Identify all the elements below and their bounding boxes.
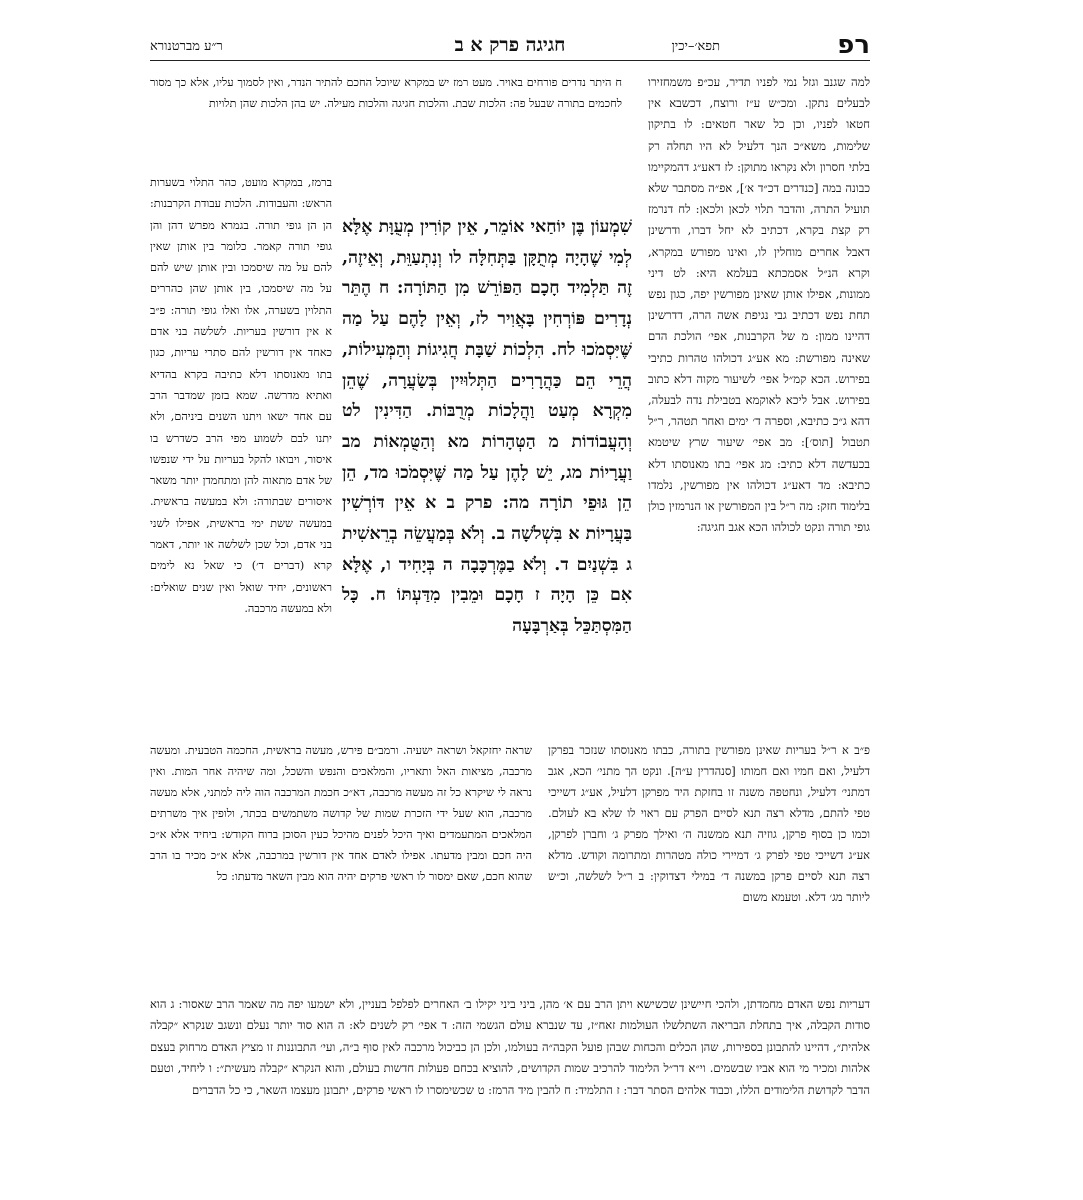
folio-number: רפ (837, 30, 870, 60)
bartenura-band (150, 740, 532, 996)
bartenura-column-text: ברמז, במקרא מועט, כהר התלוי בשערות הראש: והעבודות. הלכות עבודת הקרבנות: הן הן גופי תורה. בגמרא מפרש דהן והן גופי תורה קאמר. כלומר בין אותן שאין להם על מה שיסמכו ובין אותן שיש להם על מה שיסמכו, בין אותן שהן כהררים התלוין בשערה, אלו ואלו גופי תורה: פ״ב א אין דורשין בעריות. לשלשה בני אדם כאחד אין דורשין להם סתרי עריות, כגון בתו מאנוסתו דלא כתיבה בקרא בהדיא ואתיא מדרשה. שמא בזמן שמדבר הרב עם אחד ישאו ויתנו השנים ביניהם, ולא יתנו לבם לשמוע מפי הרב כשדרש בו איסור, ויבואו להקל בעריות על ידי שנפשו של אדם מתאוה להן ומתחמדן יותר משאר איסורים שבתורה: ולא במעשה בראשית. במעשה ששת ימי בראשית, אפילו לשני בני אדם, וכל שכן לשלשה או יותר, דאמר קרא (דברים ד׳) כי שאל נא לימים ראשונים, יחיד שואל ואין שנים שואלים: ולא במעשה מרכבה. (150, 176, 332, 615)
yachin-text: למה שגנב וגזל נמי לפניו תדיר, עכ״פ משמחזירו לבעלים נתקן. ומכ״ש ע״ז ורוצח, דכשבא אין חטאו לפניו, וכן כל שאר חטאים: לו בתיקון שלימות, משא״כ הנך דלעיל לא היו תחלה רק בלתי חסרון ולא נקראו מתוקן: לז דאע״ג דהמקיימו כבונה במה [כנדרים דכ״ד א׳], אפ״ה מסתבר שלא תועיל התרה, והדבר תלוי לכאן ולכאן: לח דנרמז רק קצת בקרא, דכתיב לא יחל דברו, ודרשינן דאבל אחרים מוחלין לו, ואינו מפורש במקרא, וקרא הנ״ל אסמכתא בעלמא היא: לט דיני ממונות, אפילו אותן שאינן מפורשין יפה, כגון נפש תחת נפש דכתיב גבי נגיפת אשה הרה, דדרשינן דהיינו ממון: מ של הקרבנות, אפי׳ הולכת הדם שאינה מפורשת: מא אע״ג דכולהו טהרות כתיבי בפירוש. הכא קמ״ל אפי׳ לשיעור מקוה דלא כתוב בפירוש. אבל ליכא לאוקמא בטבילת נדה לבעלה, דהא ג״כ כתיבא, וספרה ד׳ ימים ואחר תטהר, ר״ל תטבול [תוס׳]: מב אפי׳ שיעור שרץ שיטמא בכעדשה דלא כתיב: מג אפי׳ בתו מאנוסתו דלא כתיבא: מד דאע״ג דכולהו אין מפורשין, נלמדו בלימוד חזק: מה ר״ל בין המפורשין או הנרמזין כולן גופי תורה ונקט לכולהו הכא אגב חגיגה: (648, 75, 870, 535)
yachin-column (648, 72, 870, 772)
mishnah-text: שִׁמְעוֹן בֶּן יוֹחַאי אוֹמֵר, אֵין קוֹרִין מְעֻוָּת אֶלָּא לְמִי שֶׁהָיָה מְתֻקָּן בַּתְּחִלָּה לו וְנִתְעַוֵּת, וְאֵיזֶה, זֶה תַּלְמִיד חָכָם הַפּוֹרֵשׁ מִן הַתּוֹרָה: ח הֶתֵּר נְדָרִים פּוֹרְחִין בָּאֲוִיר לז, וְאֵין לָהֶם עַל מַה שֶּׁיִּסְמֹכוּ לח. הִלְכוֹת שַׁבָּת חֲגִיגוֹת וְהַמְּעִילוֹת, הֲרֵי הֵם כַּהֲרָרִים הַתְּלוּיִין בְּשַׂעֲרָה, שֶׁהֵן מִקְרָא מְעַט וַהֲלָכוֹת מְרֻבּוֹת. הַדִּינִין לט וְהָעֲבוֹדוֹת מ הַטְּהָרוֹת מא וְהַטֻּמְאוֹת מב וַעֲרָיוֹת מג, יֵשׁ לָהֶן עַל מַה שֶּׁיִּסְמֹכוּ מד, הֵן הֵן גּוּפֵי תוֹרָה מה: פרק ב א אֵין דּוֹרְשִׁין בַּעֲרָיוֹת א בִּשְׁלֹשָׁה ב. וְלֹא בְּמַעֲשֵׂה בְרֵאשִׁית ג בִּשְׁנַיִם ד. וְלֹא בַמֶּרְכָּבָה ה בְּיָחִיד ו, אֶלָּא אִם כֵּן הָיָה ז חָכָם וּמֵבִין מִדַּעְתּוֹ ח. כָּל הַמִּסְתַּכֵּל בְּאַרְבָּעָה (342, 217, 632, 637)
commentary-band (150, 740, 870, 996)
commentary-range: תפא׳–יכין (671, 39, 720, 54)
yachin-band-text: פ״ב א ר״ל בעריות שאינן מפורשין בתורה, כבתו מאנוסתו שנזכר בפרקן דלעיל, ואם חמיו ואם חמותו [סנהדרין ע״ה]. ונקט הך מתני׳ הכא, אגב דמתני׳ דלעיל, ונחטפה משנה זו בחזקת היד מפרקן דלעיל, אע״ג דשייכי טפי להתם, מדלא רצה תנא לסיים הפרק עם ראוי לו שלא בא לעולם. וכמו כן בסוף פרקן, גוזיה תנא ממשנה ה׳ ואילך מפרק ג׳ וחברן לפרקן, אע״ג דשייכי טפי לפרק ג׳ דמיירי כולה מטהרות ומתרומה וקודש. מדלא רצה תנא לסיים פרקן במשנה ד׳ במילי דצדוקין: ב ר״ל לשלשה, וכ״ש ליותר מג׳ דלא. וטעמא משום (548, 743, 870, 904)
bartenura-band-text: שראה יחזקאל ושראה ישעיה. ורמב״ם פירש, מעשה בראשית, החכמה הטבעית. ומעשה מרכבה, מציאות האל ותאריו, והמלאכים והנפש והשכל, ומה שיהיה אחר המות. ואין נראה לי שיקרא כל זה מעשה מרכבה, דא״כ חכמת המרכבה הוה ליה למתני, אלא מעשה מרכבה, הוא שעל ידי הזכרת שמות של קדושה משתמשים בכתר, ולופין איך משרתים המלאכים המתעמדים ואיך היכל לפנים מהיכל כעין הסוכן ברוח הקודש: ביחיד אלא א״כ היה חכם ומבין מדעתו. אפילו לאדם אחד אין דורשין במרכבה, אלא א״כ מכיר בו הרב שהוא חכם, שאם ימסור לו ראשי פרקים יהיה הוא מבין השאר מדעתו: כל (150, 744, 532, 883)
yachin-bottom-text: דעריות נפש האדם מחמדתן, ולהכי חיישינן שכשישא ויתן הרב עם א׳ מהן, ביני ביני יקילו ב׳ האחרים לפלפל בעניין, ולא ישמעו יפה מה שאמר הרב שאסור: ג הוא סודות הקבלה, איך בתחלת הבריאה השתלשלו העולמות זאח״ז, עד שנברא עולם הגשמי הזה: ד אפי׳ רק לשנים לא: ה הוא סוד יותר נעלם ונשגב שנקרא ״קבלה אלהית״, דהיינו להתבונן בספירות, שהן הכלים והכחות שבהן פועל הקבה״ה בעולמו, ולכן הן כביכול מרכבה לאין סוף ב״ה, ועי׳ התבוננות זו מציץ האדם מרחוק בעצם אלהות ומכיר מי הוא אביו שבשמים. וי״א דר״ל הלימוד להרכיב שמות הקדושים, להוציא בכחם פעולות חדשות בעולם, והוא הנקרא ״קבלה מעשית״: ו ליחיד, וטעם הדבר לקדושת הלימודים הללו, וכבוד אלהים הסתר דבר: ז התלמיד: ח להבין מיד הרמז: ט שכשימסרו לו ראשי פרקים, יתבונן מעצמו השאר, כי כל הדברים (150, 997, 870, 1097)
bartenura-column (150, 172, 332, 738)
yachin-bottom (150, 994, 870, 1154)
bartenura-top-text: ח היתר נדרים פורחים באויר. מעט רמז יש במקרא שיוכל החכם להתיר הנדר, ואין לסמוך עליו, אלא כך מסור לחכמים בתורה שבעל פה: הלכות שבת. והלכות חגיגה והלכות מעילה. יש בהן הלכות שהן תלויות (150, 76, 622, 111)
page-header (150, 30, 870, 61)
tractate-title: חגיגה פרק א ב (454, 34, 566, 56)
yachin-band (548, 740, 870, 996)
mishnah-text-block (342, 212, 632, 718)
page (150, 30, 870, 1160)
bartenura-top (150, 72, 622, 172)
commentary-name: ר״ע מברטנורא (150, 39, 223, 54)
